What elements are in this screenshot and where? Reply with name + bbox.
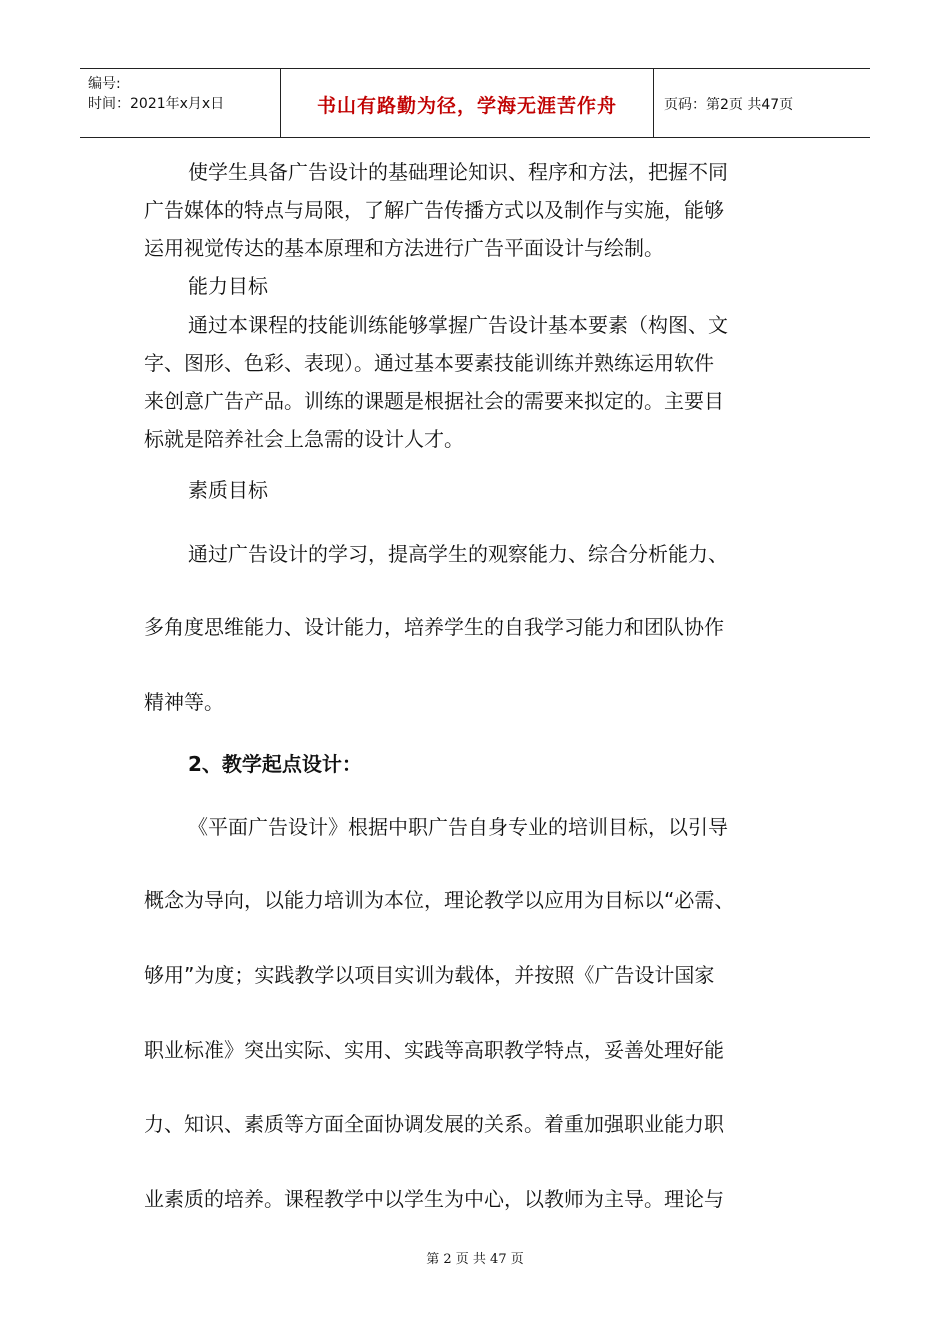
paragraph-line: 概念为导向，以能力培训为本位，理论教学以应用为目标以“必需、: [144, 888, 735, 912]
paragraph-line: 字、图形、色彩、表现）。通过基本要素技能训练并熟练运用软件: [144, 351, 714, 375]
paragraph-line: 职业标准》突出实际、实用、实践等高职教学特点，妥善处理好能: [144, 1038, 724, 1062]
header-page-info: 页码：第2页 共47页: [664, 97, 794, 113]
paragraph-line: 通过广告设计的学习，提高学生的观察能力、综合分析能力、: [188, 542, 728, 566]
section-heading: 能力目标: [188, 274, 268, 298]
paragraph-line: 广告媒体的特点与局限，了解广告传播方式以及制作与实施，能够: [144, 198, 724, 222]
header-page-cell: [654, 69, 870, 137]
paragraph-line: 精神等。: [144, 690, 224, 714]
paragraph-line: 够用”为度；实践教学以项目实训为载体，并按照《广告设计国家: [144, 963, 715, 987]
serial-number-label: 编号:: [88, 76, 121, 92]
paragraph-line: 运用视觉传达的基本原理和方法进行广告平面设计与绘制。: [144, 236, 664, 260]
section-heading: 素质目标: [188, 478, 268, 502]
page-footer: 第 2 页 共 47 页: [426, 1252, 524, 1267]
paragraph-line: 来创意广告产品。训练的课题是根据社会的需要来拟定的。主要目: [144, 389, 724, 413]
page-header: [80, 68, 870, 138]
paragraph-line: 使学生具备广告设计的基础理论知识、程序和方法，把握不同: [188, 160, 728, 184]
paragraph-line: 多角度思维能力、设计能力，培养学生的自我学习能力和团队协作: [144, 615, 724, 639]
paragraph-line: 力、知识、素质等方面全面协调发展的关系。着重加强职业能力职: [144, 1112, 724, 1136]
header-meta-cell: [80, 69, 281, 137]
paragraph-line: 通过本课程的技能训练能够掌握广告设计基本要素（构图、文: [188, 313, 728, 337]
numbered-heading: 2、教学起点设计：: [188, 752, 362, 776]
date-label: 时间：2021年x月x日: [88, 96, 225, 112]
paragraph-line: 业素质的培养。课程教学中以学生为中心，以教师为主导。理论与: [144, 1187, 724, 1211]
paragraph-line: 标就是陪养社会上急需的设计人才。: [144, 427, 464, 451]
motto-text: 书山有路勤为径，学海无涯苦作舟: [316, 95, 617, 117]
header-motto-cell: [281, 69, 654, 137]
paragraph-line: 《平面广告设计》根据中职广告自身专业的培训目标，以引导: [188, 815, 728, 839]
